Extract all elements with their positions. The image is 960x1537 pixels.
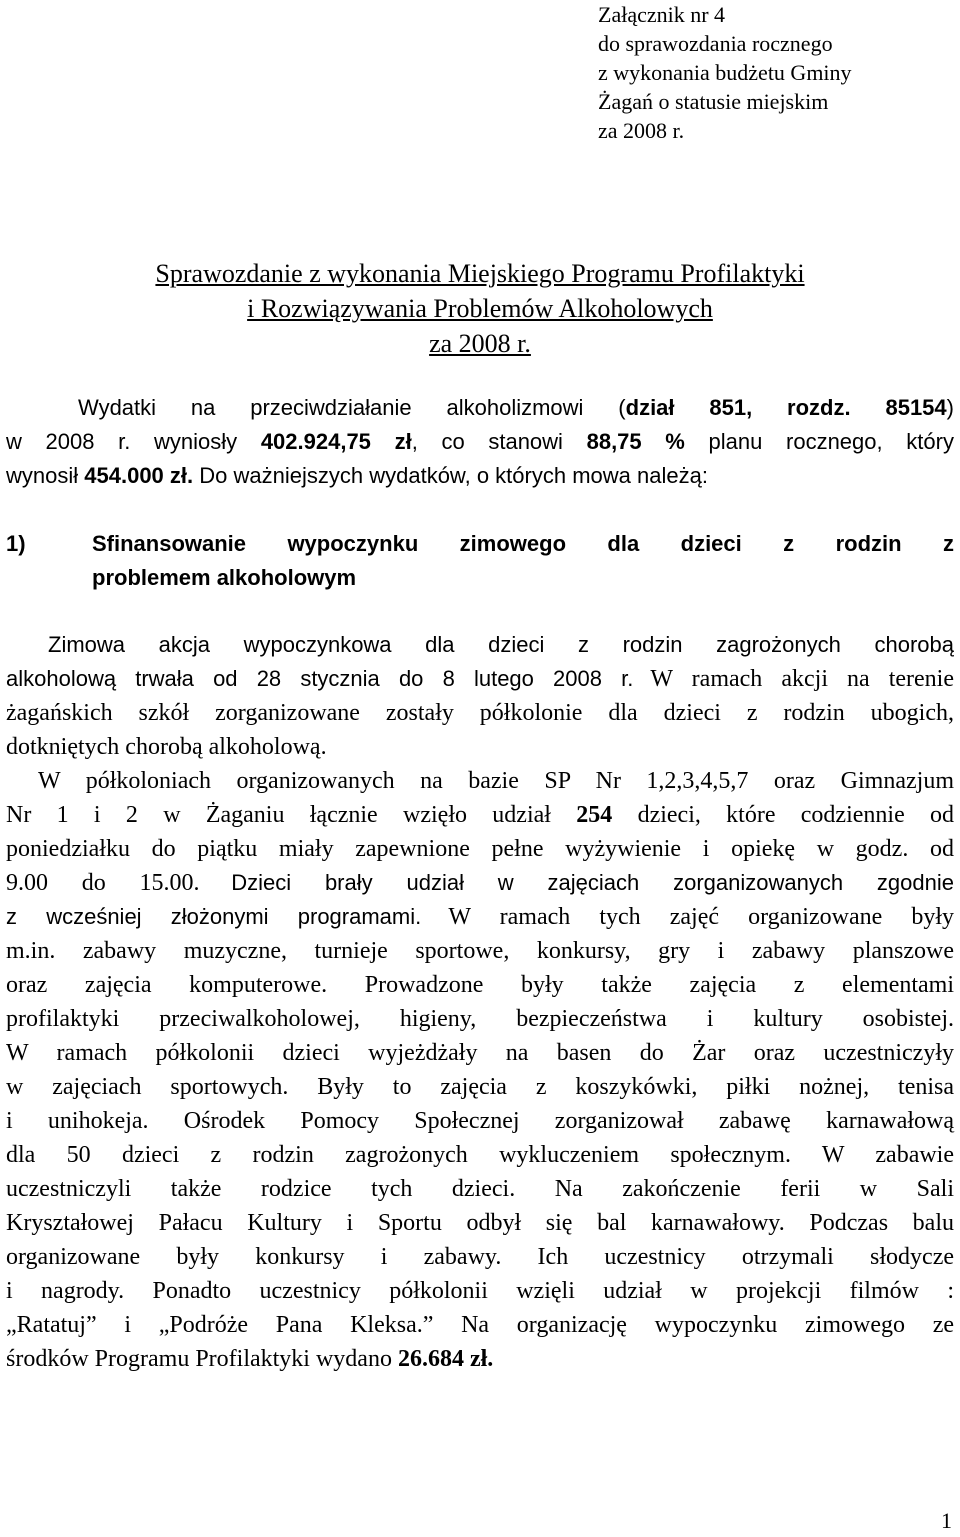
paragraph-line: oraz zajęcia komputerowe. Prowadzone były także zajęcia z elementami — [6, 972, 954, 998]
paragraph-line: i nagrody. Ponadto uczestnicy półkolonii wzięli udział w projekcji filmów : — [6, 1278, 954, 1304]
annex-line: z wykonania budżetu Gminy — [598, 60, 852, 85]
paragraph-line: W półkoloniach organizowanych na bazie SP Nr 1,2,3,4,5,7 oraz Gimnazjum — [38, 768, 954, 794]
paragraph-line: w zajęciach sportowych. Były to zajęcia z koszykówki, piłki nożnej, tenisa — [6, 1074, 954, 1100]
annex-line: do sprawozdania rocznego — [598, 31, 833, 56]
paragraph-line: z wcześniej złożonymi programami. W ramach tych zajęć organizowane były — [6, 904, 955, 930]
title-line: i Rozwiązywania Problemów Alkoholowych — [247, 294, 713, 323]
annex-line: Żagań o statusie miejskim — [598, 89, 829, 114]
section-heading: Sfinansowanie wypoczynku zimowego dla dzieci z rodzin z — [92, 531, 954, 556]
paragraph-line: żagańskich szkół zorganizowane zostały półkolonie dla dzieci z rodzin ubogich, — [6, 700, 954, 726]
paragraph-line: m.in. zabawy muzyczne, turnieje sportowe, konkursy, gry i zabawy planszowe — [6, 938, 954, 964]
paragraph-line: poniedziałku do piątku miały zapewnione pełne wyżywienie i opiekę w godz. od — [6, 836, 954, 862]
annex-note — [598, 0, 852, 145]
paragraph-line: i unihokeja. Ośrodek Pomocy Społecznej zorganizował zabawę karnawałową — [6, 1108, 954, 1134]
paragraph-line: Zimowa akcja wypoczynkowa dla dzieci z rodzin zagrożonych chorobą — [48, 632, 954, 657]
paragraph-line: dla 50 dzieci z rodzin zagrożonych wykluczeniem społecznym. W zabawie — [6, 1142, 954, 1168]
paragraph-line: uczestniczyli także rodzice tych dzieci. Na zakończenie ferii w Sali — [6, 1176, 954, 1202]
paragraph-line: 9.00 do 15.00. Dzieci brały udział w zajęciach zorganizowanych zgodnie — [6, 870, 954, 896]
paragraph-line: profilaktyki przeciwalkoholowej, higieny, bezpieczeństwa i kultury osobistej. — [6, 1006, 954, 1032]
page-number: 1 — [941, 1508, 952, 1533]
paragraph-line: Nr 1 i 2 w Żaganiu łącznie wzięło udział 254 dzieci, które codziennie od — [6, 802, 955, 828]
section-number: 1) — [6, 531, 26, 556]
intro-line-2: w 2008 r. wyniosły 402.924,75 zł, co stanowi 88,75 % planu rocznego, który — [6, 429, 954, 454]
intro-line-1: Wydatki na przeciwdziałanie alkoholizmowi (dział 851, rozdz. 85154) — [78, 395, 954, 420]
title-line: Sprawozdanie z wykonania Miejskiego Programu Profilaktyki — [155, 259, 805, 288]
title-line: za 2008 r. — [429, 329, 531, 358]
annex-line: Załącznik nr 4 — [598, 2, 726, 27]
paragraph-line: Kryształowej Pałacu Kultury i Sportu odbył się bal karnawałowy. Podczas balu — [6, 1210, 954, 1236]
paragraph-line: dotkniętych chorobą alkoholową. — [6, 734, 327, 760]
section-heading: problemem alkoholowym — [92, 565, 357, 590]
document-title — [0, 256, 960, 361]
paragraph-line: „Ratatuj” i „Podróże Pana Kleksa.” Na organizację wypoczynku zimowego ze — [6, 1312, 954, 1338]
annex-line: za 2008 r. — [598, 118, 685, 143]
paragraph-line: organizowane były konkursy i zabawy. Ich uczestnicy otrzymali słodycze — [6, 1244, 954, 1270]
intro-line-3: wynosił 454.000 zł. Do ważniejszych wydatków, o których mowa należą: — [6, 463, 708, 488]
paragraph-line: alkoholową trwała od 28 stycznia do 8 lutego 2008 r. W ramach akcji na terenie — [6, 666, 955, 692]
paragraph-line: środków Programu Profilaktyki wydano 26.684 zł. — [6, 1346, 494, 1372]
paragraph-line: W ramach półkolonii dzieci wyjeżdżały na basen do Żar oraz uczestniczyły — [6, 1040, 954, 1066]
